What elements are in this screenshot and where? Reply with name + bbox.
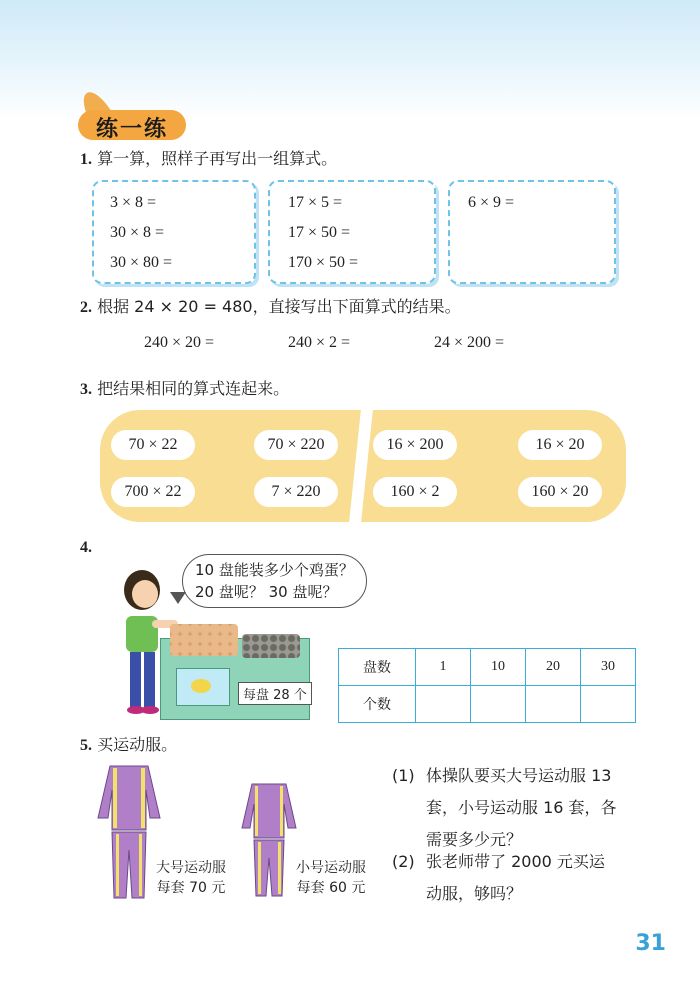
- bubble-line-1: 10 盘能装多少个鸡蛋？: [195, 561, 354, 579]
- match-pill[interactable]: 7 × 220: [254, 477, 338, 507]
- question-1: [80, 146, 337, 169]
- tray-sign: 每盘 28 个: [238, 682, 312, 705]
- question-4: [80, 537, 92, 557]
- match-pill[interactable]: 70 × 22: [111, 430, 195, 460]
- sub-question-1-line-2: 套，小号运动服 16 套，各: [426, 798, 617, 817]
- sub-question-2-line-2: 动服，够吗？: [426, 884, 523, 903]
- question-1-number: 1.: [80, 151, 92, 168]
- chick-icon: [191, 679, 211, 693]
- match-pill[interactable]: 70 × 220: [254, 430, 338, 460]
- table-cell: 20: [526, 649, 581, 686]
- match-pill[interactable]: 700 × 22: [111, 477, 195, 507]
- speech-bubble: [182, 554, 367, 608]
- card-1-line-2: 30 × 8 =: [110, 224, 165, 241]
- card-2-line-2: 17 × 50 =: [288, 224, 351, 241]
- calc-card-3: [448, 180, 616, 284]
- sub-question-1-number: (1): [392, 766, 415, 785]
- q2-expr-1: 240 × 20 =: [144, 334, 215, 351]
- table-cell: 10: [471, 649, 526, 686]
- egg-tray-full: [170, 624, 238, 656]
- question-5: [80, 732, 177, 755]
- page-number: 31: [635, 931, 666, 956]
- small-suit-label: [296, 858, 366, 898]
- table-cell: 30: [581, 649, 636, 686]
- card-3-line-1: 6 × 9 =: [468, 194, 515, 211]
- small-suit-name: 小号运动服: [296, 860, 366, 876]
- sub-question-2-line-1: 张老师带了 2000 元买运: [426, 852, 605, 871]
- bubble-line-2: 20 盘呢？ 30 盘呢？: [195, 583, 338, 601]
- question-5-number: 5.: [80, 737, 92, 754]
- large-suit-label: [156, 858, 226, 898]
- calc-card-2: [268, 180, 436, 284]
- table-cell: 盘数: [339, 649, 416, 686]
- large-suit-price: 每套 70 元: [156, 880, 226, 896]
- table-cell: 个数: [339, 686, 416, 723]
- answer-cell[interactable]: [581, 686, 636, 723]
- q2-expr-2: 240 × 2 =: [288, 334, 351, 351]
- small-tracksuit-illustration: [240, 778, 298, 900]
- question-4-number: 4.: [80, 539, 92, 556]
- table-row: [339, 686, 636, 723]
- sub-question-2-number: (2): [392, 852, 415, 871]
- q2-expr-3: 24 × 200 =: [434, 334, 505, 351]
- table-row: [339, 649, 636, 686]
- table-cell: 1: [416, 649, 471, 686]
- large-tracksuit-illustration: [96, 760, 162, 902]
- egg-count-table: [338, 648, 636, 723]
- question-3: [80, 376, 289, 399]
- calc-card-1: [92, 180, 256, 284]
- large-suit-name: 大号运动服: [156, 860, 226, 876]
- question-3-text: 把结果相同的算式连起来。: [97, 379, 290, 398]
- small-suit-price: 每套 60 元: [296, 880, 366, 896]
- counter-window: [176, 668, 230, 706]
- question-2-number: 2.: [80, 299, 92, 316]
- section-title: 练一练: [96, 117, 169, 142]
- egg-tray-empty: [242, 634, 300, 658]
- question-3-number: 3.: [80, 381, 92, 398]
- card-2-line-1: 17 × 5 =: [288, 194, 343, 211]
- match-pill[interactable]: 16 × 200: [373, 430, 457, 460]
- match-pill[interactable]: 160 × 20: [518, 477, 602, 507]
- answer-cell[interactable]: [471, 686, 526, 723]
- card-2-line-3: 170 × 50 =: [288, 254, 359, 271]
- sub-question-1: [426, 760, 648, 856]
- sub-question-2: [426, 846, 648, 910]
- section-title-badge: [78, 104, 188, 142]
- match-pill[interactable]: 16 × 20: [518, 430, 602, 460]
- question-1-text: 算一算，照样子再写出一组算式。: [97, 149, 338, 168]
- sub-question-1-line-3: 需要多少元？: [426, 830, 523, 849]
- card-1-line-1: 3 × 8 =: [110, 194, 157, 211]
- answer-cell[interactable]: [416, 686, 471, 723]
- answer-cell[interactable]: [526, 686, 581, 723]
- match-pill[interactable]: 160 × 2: [373, 477, 457, 507]
- question-2: [80, 294, 461, 317]
- sub-question-1-line-1: 体操队要买大号运动服 13: [426, 766, 612, 785]
- question-2-text: 根据 24 × 20 = 480，直接写出下面算式的结果。: [97, 297, 461, 316]
- card-1-line-3: 30 × 80 =: [110, 254, 173, 271]
- question-5-text: 买运动服。: [97, 735, 178, 754]
